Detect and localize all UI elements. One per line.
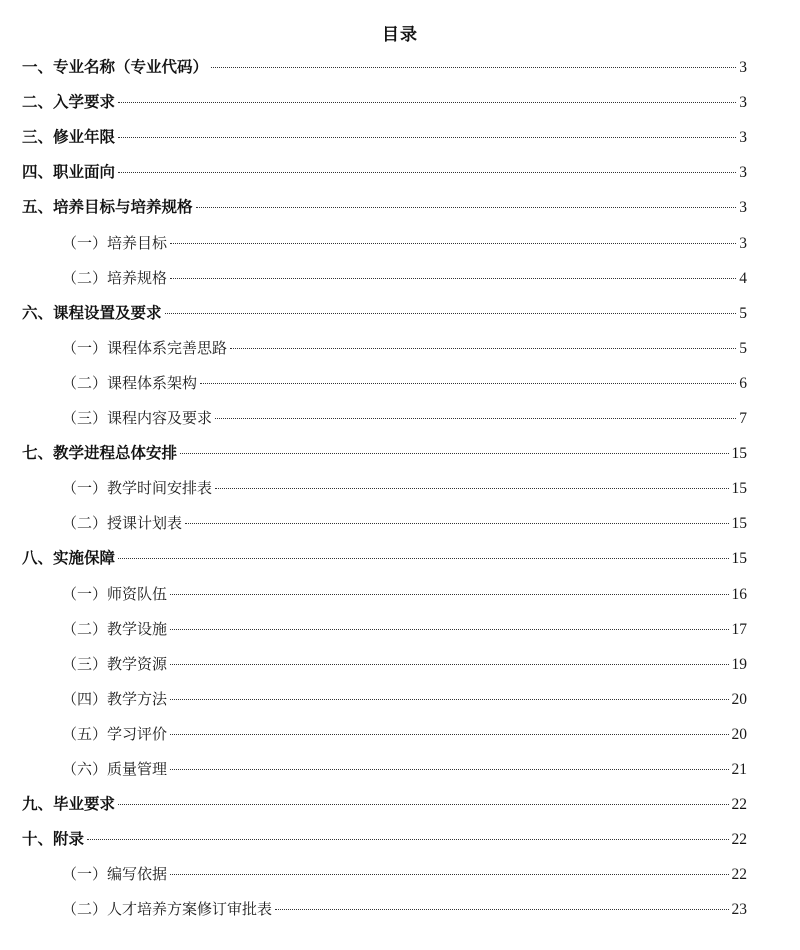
toc-section-entry[interactable] bbox=[62, 722, 747, 746]
toc-page-number: 15 bbox=[731, 480, 747, 498]
dot-leader bbox=[170, 874, 728, 875]
toc-chapter-entry[interactable] bbox=[22, 90, 747, 114]
toc-section-entry[interactable] bbox=[62, 897, 747, 921]
dot-leader bbox=[196, 207, 737, 208]
toc-chapter-entry[interactable] bbox=[22, 125, 747, 149]
dot-leader bbox=[211, 67, 736, 68]
toc-section-entry[interactable] bbox=[62, 617, 747, 641]
toc-entry-title: （二）教学设施 bbox=[62, 619, 168, 638]
dot-leader bbox=[170, 699, 728, 700]
toc-section-entry[interactable] bbox=[62, 231, 747, 255]
dot-leader bbox=[87, 839, 728, 840]
toc-chapter-entry[interactable] bbox=[22, 546, 747, 570]
dot-leader bbox=[185, 523, 728, 524]
dot-leader bbox=[170, 629, 728, 630]
toc-entry-title: 七、教学进程总体安排 bbox=[22, 444, 178, 463]
toc-chapter-entry[interactable] bbox=[22, 792, 747, 816]
dot-leader bbox=[180, 453, 728, 454]
dot-leader bbox=[118, 137, 736, 138]
dot-leader bbox=[170, 734, 728, 735]
toc-entry-title: 四、职业面向 bbox=[22, 163, 116, 182]
toc-section-entry[interactable] bbox=[62, 511, 747, 535]
toc-entry-title: （三）课程内容及要求 bbox=[62, 409, 213, 427]
toc-entry-title: （二）授课计划表 bbox=[62, 514, 183, 533]
toc-page-number: 22 bbox=[731, 796, 747, 814]
dot-leader bbox=[230, 348, 736, 349]
toc-page-number: 5 bbox=[739, 304, 747, 322]
dot-leader bbox=[170, 664, 728, 665]
toc-page-number: 15 bbox=[731, 445, 747, 463]
toc-entry-title: （三）教学资源 bbox=[62, 654, 168, 673]
toc-entry-title: 五、培养目标与培养规格 bbox=[22, 198, 193, 217]
toc-entry-title: 九、毕业要求 bbox=[22, 795, 116, 814]
dot-leader bbox=[200, 383, 736, 384]
dot-leader bbox=[215, 418, 736, 419]
toc-entry-title: 十、附录 bbox=[22, 830, 85, 849]
toc-section-entry[interactable] bbox=[62, 687, 747, 711]
toc-page-number: 4 bbox=[739, 269, 747, 287]
toc-section-entry[interactable] bbox=[62, 582, 747, 606]
toc-page-number: 15 bbox=[731, 550, 747, 568]
toc-page-number: 3 bbox=[739, 234, 747, 252]
dot-leader bbox=[118, 172, 736, 173]
dot-leader bbox=[165, 313, 737, 314]
dot-leader bbox=[170, 769, 728, 770]
toc-entry-title: （一）培养目标 bbox=[62, 233, 168, 252]
dot-leader bbox=[170, 243, 736, 244]
toc-page-number: 17 bbox=[731, 620, 747, 638]
toc-page-number: 15 bbox=[731, 515, 747, 533]
toc-entry-title: （一）教学时间安排表 bbox=[62, 479, 213, 498]
toc-entry-title: （一）编写依据 bbox=[62, 865, 168, 884]
toc-page-number: 3 bbox=[739, 129, 747, 147]
dot-leader bbox=[170, 594, 728, 595]
toc-page-number: 23 bbox=[731, 901, 747, 919]
toc-entry-title: （六）质量管理 bbox=[62, 760, 168, 778]
toc-chapter-entry[interactable] bbox=[22, 160, 747, 184]
toc-section-entry[interactable] bbox=[62, 336, 747, 360]
toc-page-number: 22 bbox=[731, 866, 747, 884]
toc-chapter-entry[interactable] bbox=[22, 827, 747, 851]
toc-section-entry[interactable] bbox=[62, 371, 747, 395]
toc-page-number: 3 bbox=[739, 59, 747, 76]
toc-chapter-entry[interactable] bbox=[22, 441, 747, 465]
toc-section-entry[interactable] bbox=[62, 862, 747, 886]
toc-title: 目录 bbox=[382, 25, 418, 45]
dot-leader bbox=[275, 909, 728, 910]
toc-chapter-entry[interactable] bbox=[22, 195, 747, 219]
toc-page-number: 7 bbox=[739, 410, 747, 427]
toc-page-number: 22 bbox=[731, 831, 747, 849]
toc-entry-title: （二）培养规格 bbox=[62, 268, 168, 287]
toc-entry-title: （一）师资队伍 bbox=[62, 584, 168, 603]
toc-entry-title: （一）课程体系完善思路 bbox=[62, 338, 228, 357]
toc-entry-title: （五）学习评价 bbox=[62, 724, 168, 743]
toc-section-entry[interactable] bbox=[62, 757, 747, 781]
toc-page-number: 3 bbox=[739, 199, 747, 217]
toc-section-entry[interactable] bbox=[62, 406, 747, 430]
toc-page-number: 19 bbox=[731, 655, 747, 673]
toc-page-number: 21 bbox=[731, 761, 747, 778]
toc-page-number: 5 bbox=[739, 339, 747, 357]
toc-chapter-entry[interactable] bbox=[22, 301, 747, 325]
toc-entry-title: （四）教学方法 bbox=[62, 689, 168, 708]
toc-chapter-entry[interactable] bbox=[22, 55, 747, 79]
dot-leader bbox=[170, 278, 736, 279]
toc-page-number: 3 bbox=[739, 94, 747, 112]
toc-entry-title: 二、入学要求 bbox=[22, 93, 116, 112]
toc-entry-title: 八、实施保障 bbox=[22, 549, 116, 568]
dot-leader bbox=[215, 488, 728, 489]
toc-page-number: 20 bbox=[731, 725, 747, 743]
toc-entry-title: 六、课程设置及要求 bbox=[22, 303, 162, 322]
toc-entry-title: 一、专业名称（专业代码） bbox=[22, 58, 209, 76]
toc-section-entry[interactable] bbox=[62, 476, 747, 500]
toc-entry-title: （二）课程体系架构 bbox=[62, 373, 198, 392]
toc-page-number: 16 bbox=[731, 585, 747, 603]
toc-entry-title: （二）人才培养方案修订审批表 bbox=[62, 900, 273, 919]
toc-page-number: 20 bbox=[731, 690, 747, 708]
toc-page-number: 3 bbox=[739, 164, 747, 182]
toc-entry-title: 三、修业年限 bbox=[22, 128, 116, 147]
dot-leader bbox=[118, 804, 728, 805]
dot-leader bbox=[118, 558, 728, 559]
toc-section-entry[interactable] bbox=[62, 266, 747, 290]
toc-section-entry[interactable] bbox=[62, 652, 747, 676]
dot-leader bbox=[118, 102, 736, 103]
toc-page-number: 6 bbox=[739, 374, 747, 392]
